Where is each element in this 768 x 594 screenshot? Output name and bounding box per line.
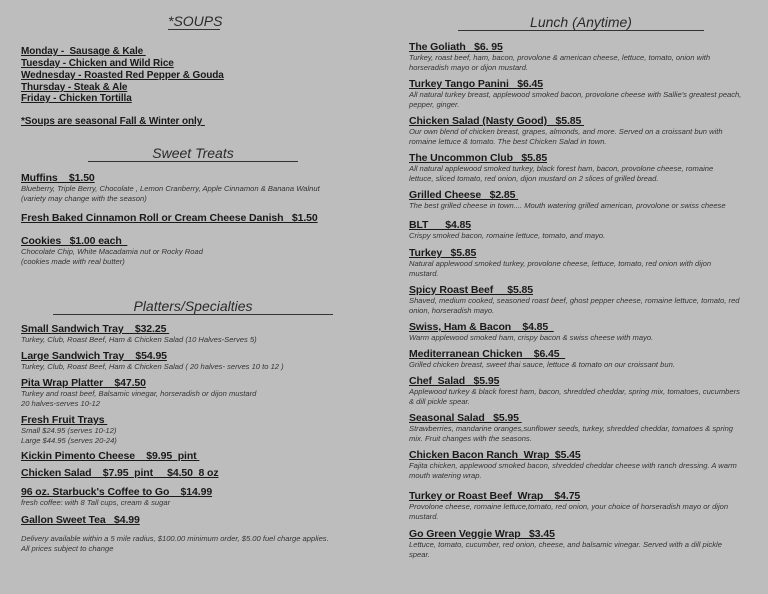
menu-item-description: Applewood turkey & black forest ham, bacon, shredded cheddar, spring mix, tomatoes, cucumbers & dill pickle spear. — [409, 387, 740, 406]
menu-item-name: Chicken Bacon Ranch Wrap $5.45 — [409, 449, 581, 461]
menu-item-name: 96 oz. Starbuck's Coffee to Go $14.99 — [21, 486, 213, 498]
menu-item-name: Fresh Fruit Trays — [21, 414, 108, 426]
menu-item-description: fresh coffee: with 8 Tall cups, cream & sugar — [21, 498, 171, 507]
menu-item-name: Fresh Baked Cinnamon Roll or Cream Cheese Danish $1.50 — [21, 212, 318, 224]
menu-item-description: Strawberries, mandarine oranges,sunflower seeds, turkey, shredded cheddar, tomatoes & spring mix. Fruit changes with the seasons. — [409, 424, 734, 443]
menu-item-name: Turkey or Roast Beef Wrap $4.75 — [409, 490, 581, 502]
menu-item-name: Chef Salad $5.95 — [409, 375, 500, 387]
menu-item-description: Crispy smoked bacon, romaine lettuce, tomato, and mayo. — [409, 231, 606, 240]
menu-item — [21, 467, 219, 479]
menu-item — [21, 172, 320, 204]
menu-item-name: BLT $4.85 — [409, 219, 472, 231]
menu-item-description: Our own blend of chicken breast, grapes, almonds, and more. Served on a croissant bun with romaine lettuce & tomato. The best Chicken Salad in town. — [409, 127, 723, 146]
menu-item-name: Chicken Salad (Nasty Good) $5.85 — [409, 115, 585, 127]
menu-item-name: The Uncommon Club $5.85 — [409, 152, 548, 164]
menu-item-name: Turkey Tango Panini $6.45 — [409, 78, 544, 90]
right-column — [384, 0, 768, 594]
menu-item — [21, 377, 256, 409]
menu-item — [409, 348, 675, 370]
soups-seasonal-note: *Soups are seasonal Fall & Winter only — [21, 116, 205, 127]
menu-item-description: Natural applewood smoked turkey, provolone cheese, lettuce, tomato, red onion with dijon mustard. — [409, 259, 712, 278]
menu-item — [409, 375, 740, 407]
menu-item — [409, 528, 722, 560]
menu-item-name: Turkey $5.85 — [409, 247, 477, 259]
menu-item — [409, 41, 710, 73]
soup-of-day: Friday - Chicken Tortilla — [21, 93, 132, 104]
menu-item — [409, 115, 723, 147]
menu-item-description: Turkey, Club, Roast Beef, Ham & Chicken Salad (10 Halves-Serves 5) — [21, 335, 257, 344]
menu-item-description: All natural applewood smoked turkey, black forest ham, bacon, provolone cheese, romaine lettuce, sliced tomato, red onion, dijon mustard on 2 slices of grilled bread. — [409, 164, 714, 183]
menu-item — [21, 212, 318, 224]
lunch-heading: Lunch (Anytime) — [458, 14, 704, 31]
menu-item-name: Kickin Pimento Cheese $9.95 pint — [21, 450, 200, 462]
menu-item — [409, 321, 653, 343]
menu-item-description: Lettuce, tomato, cucumber, red onion, cheese, and balsamic vinegar. Served with a dill pickle spear. — [409, 540, 722, 559]
menu-item-name: Gallon Sweet Tea $4.99 — [21, 514, 140, 526]
soups-heading: *SOUPS — [168, 13, 223, 29]
menu-item-description: Blueberry, Triple Berry, Chocolate , Lemon Cranberry, Apple Cinnamon & Banana Walnut (variety may change with the season) — [21, 184, 320, 203]
menu-item — [409, 247, 711, 279]
soup-of-day: Monday - Sausage & Kale — [21, 46, 146, 57]
soup-of-day: Thursday - Steak & Ale — [21, 82, 128, 93]
menu-item-description: Warm applewood smoked ham, crispy bacon & swiss cheese with mayo. — [409, 333, 654, 342]
menu-item-name: Grilled Cheese $2.85 — [409, 189, 519, 201]
menu-item-name: Seasonal Salad $5.95 — [409, 412, 522, 424]
soup-of-day: Tuesday - Chicken and Wild Rice — [21, 58, 174, 69]
menu-item-description: Small $24.95 (serves 10-12) Large $44.95 (serves 20-24) — [21, 426, 117, 445]
menu-item-name: Chicken Salad $7.95 pint $4.50 8 oz — [21, 467, 219, 479]
menu-item-name: Muffins $1.50 — [21, 172, 95, 184]
menu-item-description: Turkey, roast beef, ham, bacon, provolone & american cheese, lettuce, tomato, onion with horseradish mayo or dijon mustard. — [409, 53, 711, 72]
soup-of-day: Wednesday - Roasted Red Pepper & Gouda — [21, 70, 224, 81]
menu-item — [21, 323, 257, 345]
menu-item-name: Small Sandwich Tray $32.25 — [21, 323, 170, 335]
menu-item — [409, 412, 733, 444]
menu-item — [409, 189, 726, 211]
menu-item — [21, 450, 199, 462]
platters-heading: Platters/Specialties — [53, 298, 333, 315]
menu-item — [21, 235, 203, 267]
menu-item — [21, 514, 140, 526]
menu-item — [409, 449, 737, 481]
sweet-treats-heading: Sweet Treats — [88, 145, 298, 162]
menu-item-description: Turkey, Club, Roast Beef, Ham & Chicken Salad ( 20 halves- serves 10 to 12 ) — [21, 362, 284, 371]
menu-item — [409, 490, 728, 522]
menu-item — [21, 350, 284, 372]
menu-item — [409, 152, 713, 184]
menu-item-name: Pita Wrap Platter $47.50 — [21, 377, 146, 389]
menu-item-description: Fajita chicken, applewood smoked bacon, shredded cheddar cheese with ranch dressing. A warm mouth watering wrap. — [409, 461, 737, 480]
menu-item — [409, 219, 605, 241]
menu-item-description: Shaved, medium cooked, seasoned roast beef, ghost pepper cheese, romaine lettuce, tomato, red onion, horseradish mayo. — [409, 296, 740, 315]
menu-item-name: Spicy Roast Beef $5.85 — [409, 284, 534, 296]
menu-item-description: All natural turkey breast, applewood smoked bacon, provolone cheese with Sallie's greatest peach, pepper, ginger. — [409, 90, 742, 109]
menu-item — [21, 414, 117, 446]
menu-item — [409, 284, 740, 316]
menu-item-name: Swiss, Ham & Bacon $4.85 — [409, 321, 554, 333]
menu-item — [409, 78, 741, 110]
menu-item-description: Provolone cheese, romaine lettuce,tomato, red onion, your choice of horseradish mayo or dijon mustard. — [409, 502, 729, 521]
menu-item-name: Mediterranean Chicken $6.45 — [409, 348, 566, 360]
menu-item-description: The best grilled cheese in town.... Mouth watering grilled american, provolone or swiss cheese — [409, 201, 726, 210]
menu-item-description: Chocolate Chip, White Macadamia nut or Rocky Road (cookies made with real butter) — [21, 247, 203, 266]
menu-item-name: Go Green Veggie Wrap $3.45 — [409, 528, 555, 540]
menu-item-name: Cookies $1.00 each — [21, 235, 128, 247]
menu-item-name: Large Sandwich Tray $54.95 — [21, 350, 167, 362]
menu-item — [21, 486, 212, 508]
menu-item-name: The Goliath $6. 95 — [409, 41, 503, 53]
menu-item-description: Turkey and roast beef, Balsamic vinegar, horseradish or dijon mustard 20 halves-serves 10-12 — [21, 389, 257, 408]
delivery-note: Delivery available within a 5 mile radius, $100.00 minimum order, $5.00 fuel charge applies. All prices subject to change — [21, 534, 329, 553]
menu-item-description: Grilled chicken breast, sweet thai sauce, lettuce & tomato on our croissant bun. — [409, 360, 675, 369]
